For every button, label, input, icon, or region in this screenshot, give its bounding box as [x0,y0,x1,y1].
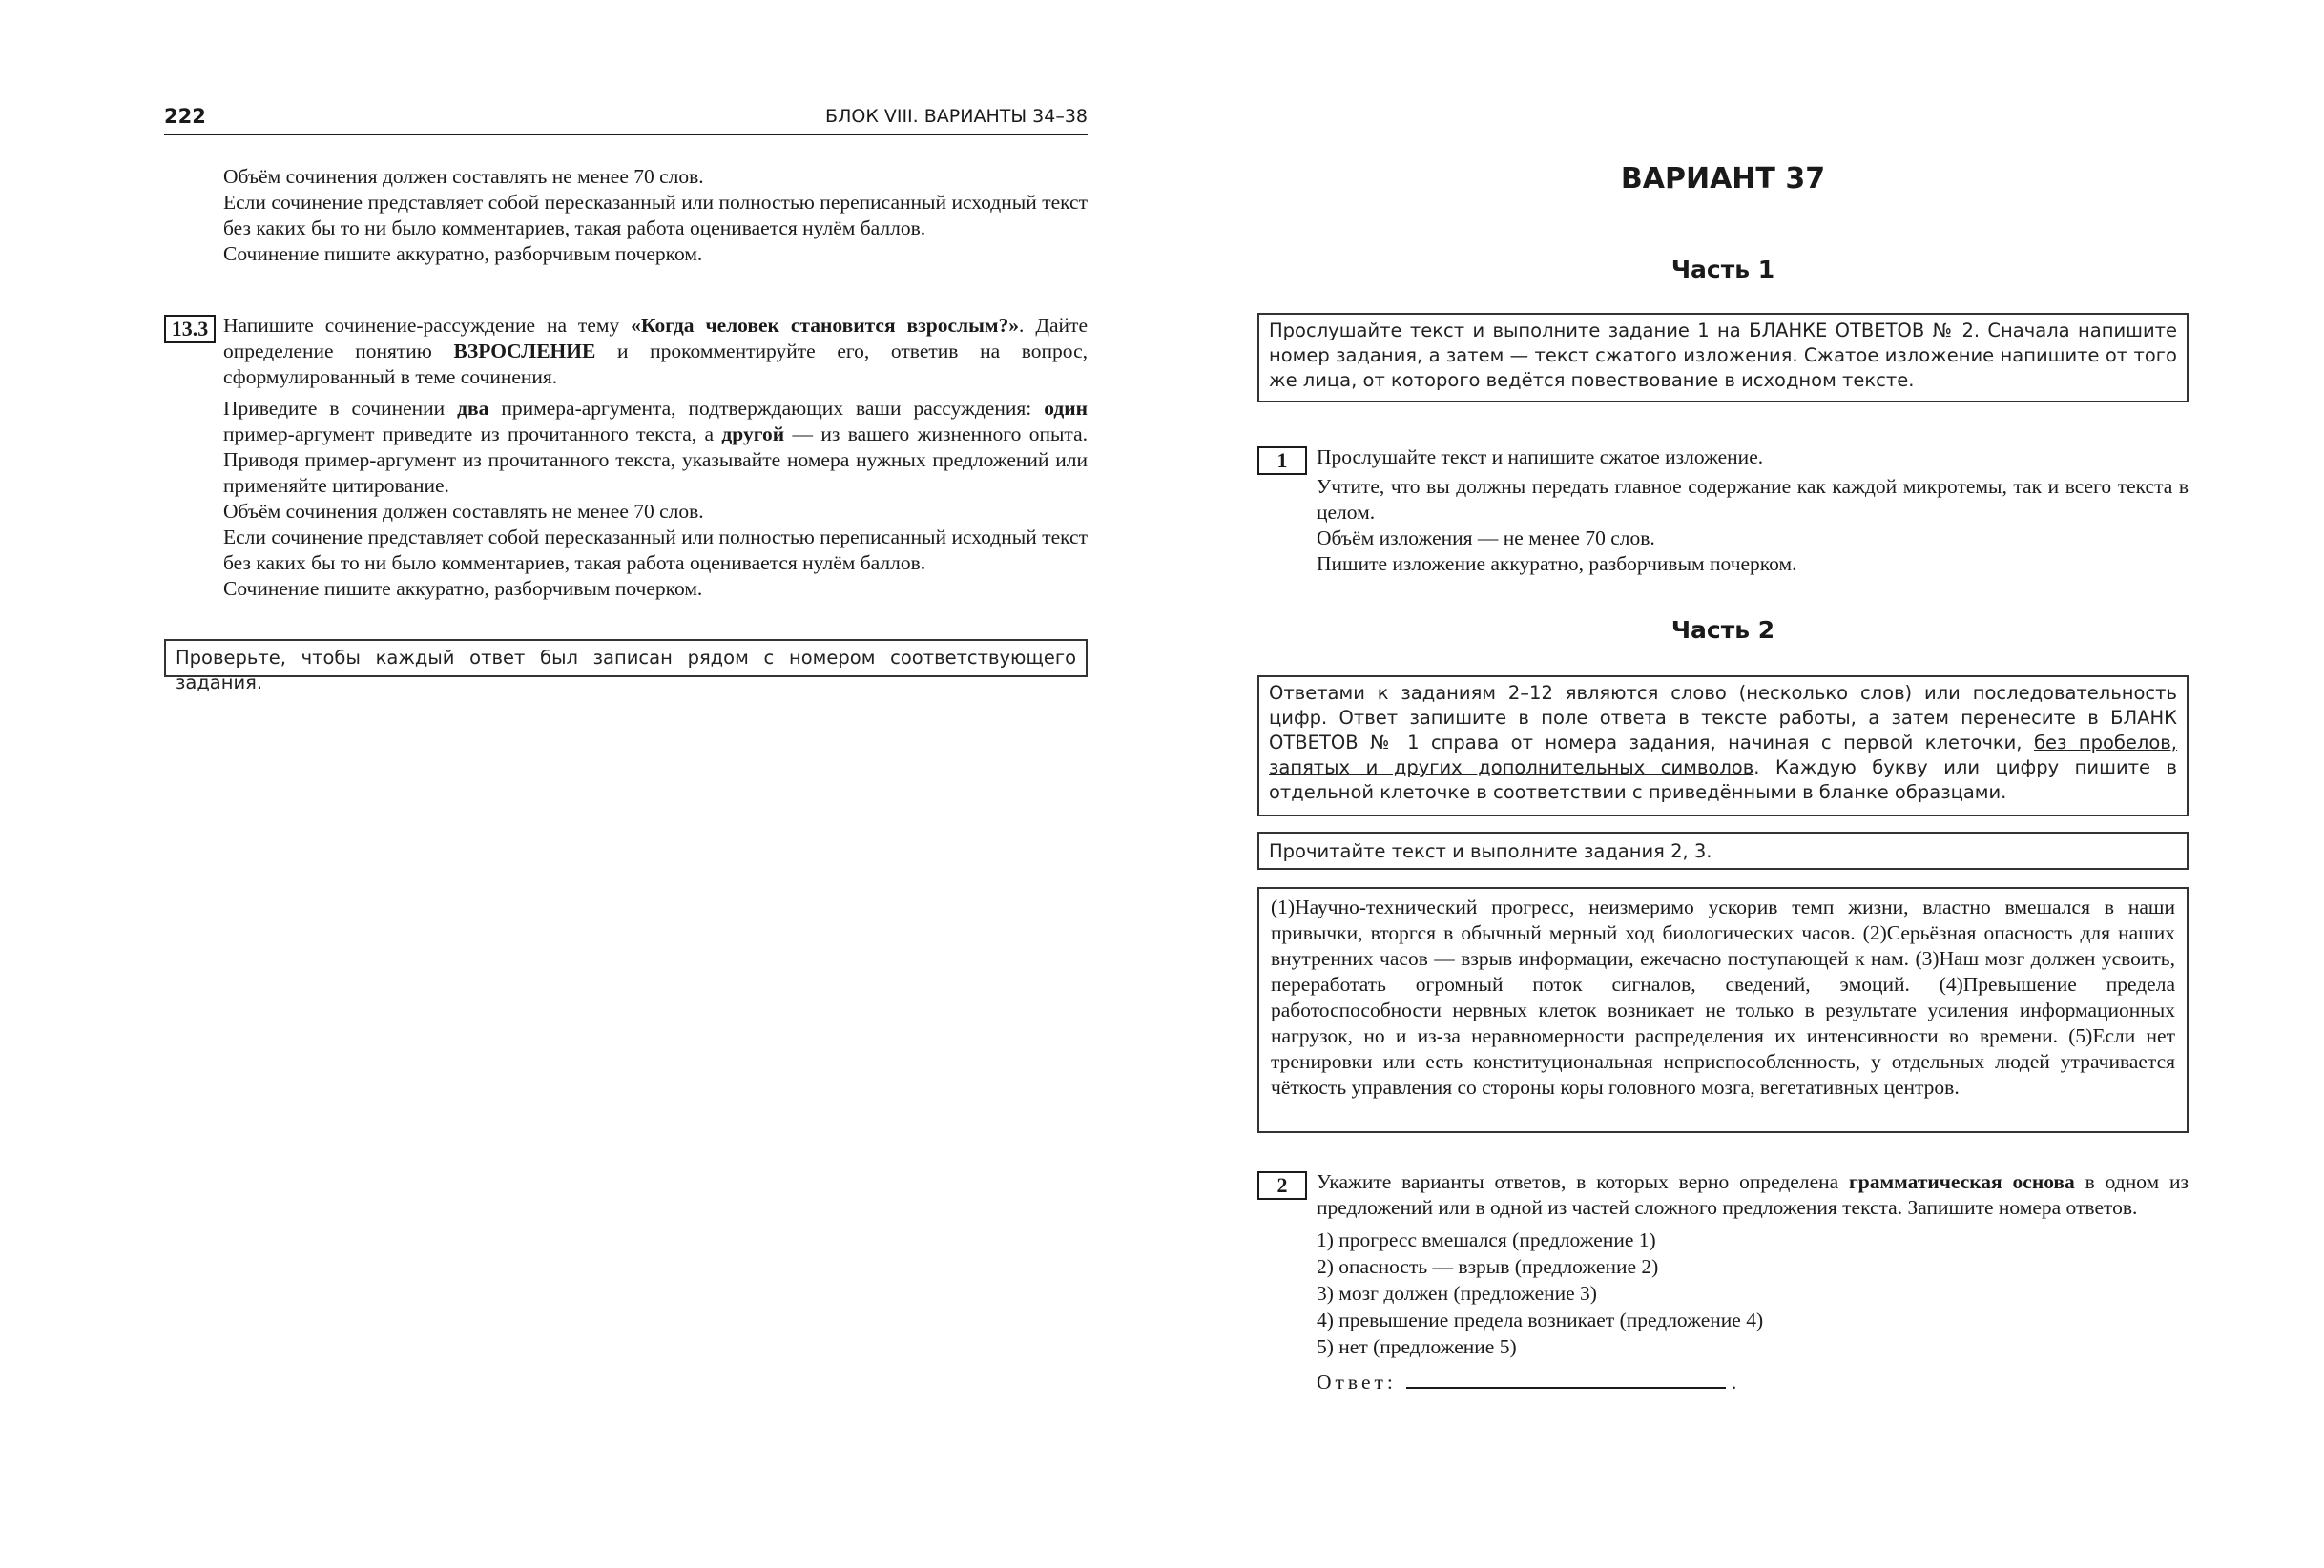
task2-question: Укажите варианты ответов, в которых верно определена грамматическая основа в одном из предложений или в одной из частей сложного предложения текста. Запишите номера ответов. [1317,1170,2189,1219]
reading-text: (1)Научно-технический прогресс, неизмеримо ускорив темп жизни, властно вмешался в наши привычки, вторгся в обычный мерный ход биологических часов. (2)Серьёзная опасность для наших внутренних часов — взрыв информации, ежечасно поступающей к нам. (3)Наш мозг должен усвоить, переработать огромный поток сигналов, сведений, эмоций. (4)Превышение предела работоспособности нервных клеток возникает не только в результате усиления информационных нагрузок, но и из-за неравномерности распределения их интенсивности во времени. (5)Если нет тренировки или есть конституциональная неприспособленность, у отдельных людей утрачивается чёткость управления со стороны коры головного мозга, вегетативных центров. [1257,887,2189,1133]
task-number-badge: 2 [1257,1171,1307,1200]
task-volume: Объём сочинения должен составлять не менее 70 слов. [223,500,704,523]
task-handwriting: Сочинение пишите аккуратно, разборчивым почерком. [223,577,703,600]
answer-label: Ответ: [1317,1371,1397,1393]
part2-instruction: Ответами к заданиям 2–12 являются слово (несколько слов) или последовательность цифр. Ответ запишите в поле ответа в тексте работы, а затем перенесите в БЛАНК ОТВЕТОВ № 1 справа от номера задания, начиная с первой клеточки, без пробелов, запятых и других дополнительных символов. Каждую букву или цифру пишите в отдельной клеточке в соответствии с приведёнными в бланке образцами. [1257,675,2189,816]
requirement-line: Сочинение пишите аккуратно, разборчивым почерком. [223,242,703,265]
task-number-badge: 1 [1257,446,1307,475]
task1-lead: Прослушайте текст и напишите сжатое изложение. [1317,445,1764,468]
page-number: 222 [164,105,206,128]
option-item: 2) опасность — взрыв (предложение 2) [1317,1255,1659,1278]
task-arguments: Приведите в сочинении два примера-аргумента, подтверждающих ваши рассуждения: один пример-аргумент приведите из прочитанного текста, а другой — из вашего жизненного опыта. Приводя пример-аргумент из прочитанного текста, указывайте номера нужных предложений или применяйте цитирование. [223,397,1088,497]
task-rule: Если сочинение представляет собой пересказанный или полностью переписанный исходный текст без каких бы то ни было комментариев, такая работа оценивается нулём баллов. [223,526,1088,574]
task-1 [1257,444,2189,577]
requirement-line: Если сочинение представляет собой пересказанный или полностью переписанный исходный текст без каких бы то ни было комментариев, такая работа оценивается нулём баллов. [223,191,1088,239]
option-item: 3) мозг должен (предложение 3) [1317,1282,1597,1305]
part1-instruction: Прослушайте текст и выполните задание 1 на БЛАНКЕ ОТВЕТОВ № 2. Сначала напишите номер задания, а затем — текст сжатого изложения. Сжатое изложение напишите от того же лица, от которого ведётся повествование в исходном тексте. [1257,313,2189,402]
option-item: 4) превышение предела возникает (предложение 4) [1317,1309,1764,1331]
detail-line: Объём изложения — не менее 70 слов. [1317,526,1655,549]
answer-field[interactable] [1406,1368,1726,1389]
task-prompt: Напишите сочинение-рассуждение на тему «Когда человек становится взрослым?». Дайте определение понятию ВЗРОСЛЕНИЕ и прокомментируйте его, ответив на вопрос, сформулированный в теме сочинения. [223,314,1088,388]
essay-topic: «Когда человек становится взрослым?» [631,314,1020,337]
grammar-term: грамматическая основа [1849,1170,2075,1193]
read-instruction: Прочитайте текст и выполните задания 2, 3. [1257,832,2189,870]
part1-title: Часть 1 [1670,256,1775,283]
variant-title: ВАРИАНТ 37 [1620,162,1826,196]
running-head: БЛОК VIII. ВАРИАНТЫ 34–38 [825,106,1088,127]
task-2 [1257,1169,2189,1395]
underlined-rule: без пробелов, запятых и других дополнительных символов [1269,732,2177,778]
page-header [164,105,1088,135]
answer-options [1317,1227,2189,1360]
essay-concept: ВЗРОСЛЕНИЕ [453,340,596,362]
check-notice: Проверьте, чтобы каждый ответ был записан рядом с номером соответствующего задания. [164,639,1088,677]
task-number-badge: 13.3 [164,315,216,343]
part2-title: Часть 2 [1670,616,1775,644]
answer-row: Ответ: . [1317,1368,2189,1395]
detail-line: Пишите изложение аккуратно, разборчивым почерком. [1317,552,1797,575]
task1-details [1317,474,2189,577]
option-item: 1) прогресс вмешался (предложение 1) [1317,1228,1656,1251]
requirement-line: Объём сочинения должен составлять не менее 70 слов. [223,165,704,188]
essay-requirements [164,164,1088,267]
task-13-3 [164,313,1088,602]
option-item: 5) нет (предложение 5) [1317,1335,1517,1358]
detail-line: Учтите, что вы должны передать главное содержание как каждой микротемы, так и всего текста в целом. [1317,475,2189,524]
